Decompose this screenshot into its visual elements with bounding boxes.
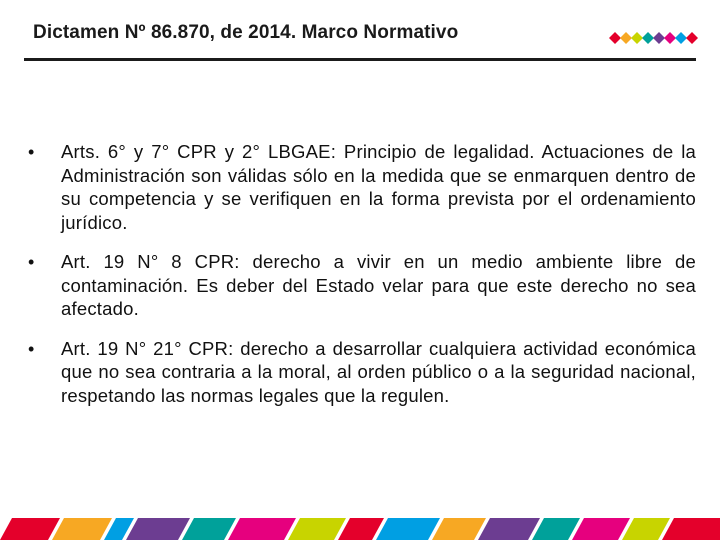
footer-stripe — [228, 518, 296, 540]
footer-stripe — [376, 518, 440, 540]
footer-stripe — [338, 518, 384, 540]
bullet-text: Arts. 6° y 7° CPR y 2° LBGAE: Principio de legalidad. Actuaciones de la Administración son válidas sólo en la medida que se enmarquen dentro de su competencia y se verifiquen en la forma prevista por el ordenamiento jurídico. — [61, 141, 696, 233]
footer-stripe — [52, 518, 112, 540]
footer-stripe — [622, 518, 670, 540]
bullet-item — [24, 337, 696, 408]
slide-title: Dictamen Nº 86.870, de 2014. Marco Normativo — [33, 22, 459, 43]
color-diamonds-decoration — [609, 31, 699, 45]
diamond-4 — [642, 32, 654, 44]
footer-stripe — [0, 518, 60, 540]
bullet-list — [24, 140, 696, 423]
footer-stripe — [288, 518, 346, 540]
diamond-2 — [620, 32, 632, 44]
bullet-text: Art. 19 N° 21° CPR: derecho a desarrollar cualquiera actividad económica que no sea contraria a la moral, al orden público o a la seguridad nacional, respetando las normas legales que la regulen. — [61, 337, 696, 406]
diamond-1 — [609, 32, 621, 44]
footer-stripe — [662, 518, 720, 540]
footer-stripe — [572, 518, 630, 540]
footer-stripe — [182, 518, 236, 540]
footer-stripe — [532, 518, 580, 540]
footer-stripe — [126, 518, 190, 540]
bullet-marker: • — [28, 142, 35, 162]
diamond-5 — [653, 32, 665, 44]
diamond-7 — [675, 32, 687, 44]
diamond-6 — [664, 32, 676, 44]
diamond-8 — [686, 32, 698, 44]
footer-stripe — [432, 518, 486, 540]
bullet-item — [24, 250, 696, 321]
bullet-marker: • — [28, 252, 35, 272]
bullet-text: Art. 19 N° 8 CPR: derecho a vivir en un medio ambiente libre de contaminación. Es deber del Estado velar para que este derecho no sea afectado. — [61, 251, 696, 319]
footer-stripe — [478, 518, 540, 540]
title-underline — [24, 58, 696, 61]
footer-color-band — [0, 518, 720, 540]
diamond-3 — [631, 32, 643, 44]
bullet-item — [24, 140, 696, 234]
bullet-marker: • — [28, 338, 35, 359]
